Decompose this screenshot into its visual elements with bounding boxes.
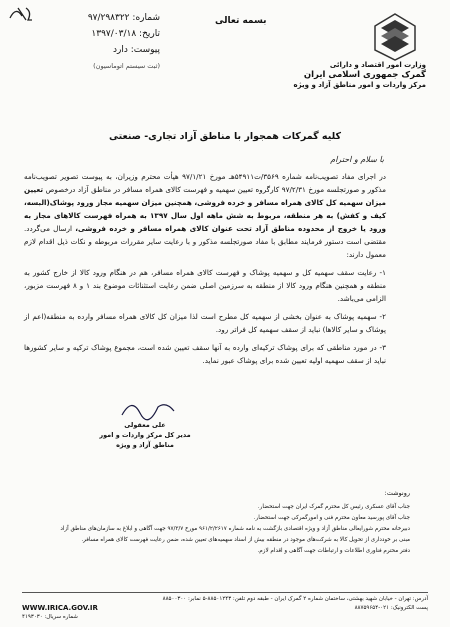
cc-item: دفتر محترم فناوری اطلاعات و ارتباطات جهت آگاهی و اقدام لازم.: [257, 548, 410, 554]
signature-block: [90, 420, 200, 450]
paragraph-3: ۲- سهمیه پوشاک به عنوان بخشی از سهمیه کل مطرح است لذا میزان کل کالای همراه مسافر وارده به منطقه(اعم از پوشاک و سایر کالاها) نباید از سقف سهمیه کل فراتر رود.: [24, 312, 386, 334]
org-customs: گمرک جمهوری اسلامی ایران: [303, 70, 426, 80]
greeting: با سلام و احترام: [330, 155, 384, 164]
attachment-value: دارد: [112, 45, 128, 55]
letter-recipient-title: کلیه گمرکات همجوار با مناطق آزاد تجاری- صنعتی: [109, 131, 341, 142]
org-department: مرکز واردات و امور مناطق آزاد و ویژه: [293, 81, 426, 89]
date-label: تاریخ:: [139, 29, 160, 39]
organization-block: [276, 60, 426, 90]
cc-item: جناب آقای عسکری رئیس کل محترم گمرک ایران جهت استحضار.: [257, 504, 410, 510]
attachment-label: پیوست:: [130, 45, 160, 55]
org-ministry: وزارت امور اقتصاد و دارائی: [329, 61, 426, 69]
signer-position: مدیر کل مرکز واردات و امور مناطق آزاد و ویژه: [99, 431, 191, 449]
paragraph-1-start: در اجرای مفاد تصویب‌نامه شماره ۳۵۶۹/ت۵۴۹۱۱هـ مورخ ۹۷/۱/۲۱ هیأت محترم وزیران، به پیوست تصویر تصویب‌نامه مذکور و صورتجلسه مورخ ۹۷/۲/۳۱ کارگروه تعیین سهمیه و فهرست کالای همراه مسافر در مناطق آزاد درخصوص: [24, 172, 387, 194]
paragraph-1-end: ارسال می‌گردد. مقتضی است دستور فرمایند مطابق با مفاد صورتجلسه مذکور و با رعایت سایر مقررات مربوطه و نکات ذیل اقدام لازم معمول دارند:: [24, 224, 386, 259]
bismillah: بسمه تعالی: [215, 16, 267, 26]
handwritten-corner-number: [6, 2, 36, 26]
footer-address: آدرس: تهران - خیابان شهید بهشتی، ساختمان شماره ۲ گمرک ایران - طبقه دوم تلفن: ۸۸۵۰۱۲۴۳-۵ نمابر: ۸۸۵۰۰۳۰۰: [162, 596, 428, 602]
date-value: ۱۳۹۷/۰۳/۱۸: [91, 29, 137, 39]
cc-list: [22, 502, 410, 557]
cc-item: مبنی بر خودداری از تحویل کالا به شرکت‌های موجود در منطقه بیش از اسناد سهمیه‌های تعیین شده، ضمن رعایت فهرست کالای همراه مسافر.: [81, 537, 410, 543]
number-value: ۹۷/۲۹۸۳۲۲: [87, 13, 130, 23]
cc-item: دبیرخانه محترم شورایعالی مناطق آزاد و ویژه اقتصادی بازگشت به نامه شماره ۹۶۱/۲/۲۶۱۷ مورخ ۹۷/۳/۷ جهت آگاهی و ابلاغ به سازمان‌های مناطق آزاد: [60, 526, 410, 532]
footer-tel: ۰۲۱-۸۸۷۵۹۶۵۴: [354, 605, 390, 611]
customs-logo: [373, 12, 417, 62]
paragraph-2: ۱- رعایت سقف سهمیه کل و سهمیه پوشاک و فهرست کالای همراه مسافر، هم در هنگام ورود کالا از خارج کشور به منطقه و همچنین هنگام ورود کالا از منطقه به سرزمین اصلی ضمن رعایت استثنائات موضوع بند ۱ و ۸ فهرست مزبور، الزامی می‌باشد.: [24, 268, 386, 303]
system-note: (ثبت سیستم اتوماسیون): [93, 62, 160, 70]
paragraph-1: [24, 170, 386, 261]
footer-code: شماره سریال: ۴۱۹۳۰۳۰: [22, 614, 78, 620]
paragraph-1-bold: تعیین میزان سهمیه کل کالای همراه مسافر و خرده فروشی، همچنین میزان سهمیه مجاز ورود پوشاک(البسه، کیف و کفش) به هر منطقه، مربوط به شش ماهه اول سال ۱۳۹۷ به همراه فهرست کالاهای مجاز به ورود یا خروج از محدوده مناطق آزاد تحت عنوان کالای همراه مسافر و خرده فروشی،: [24, 185, 386, 233]
paragraph-4: ۳- در مورد مناطقی که برای پوشاک ترکیه‌ای وارده به آنها سقف تعیین شده است، مجموع پوشاک ترکیه و سایر کشورها نباید از سقف سهمیه اولیه تعیین شده برای پوشاک عبور نماید.: [24, 343, 386, 365]
cc-title: رونوشت:: [384, 489, 410, 497]
letter-footer: [22, 592, 428, 622]
number-label: شماره:: [132, 13, 160, 23]
cc-item: جناب آقای پورسید معاون محترم فنی و امورگمرکی جهت استحضار.: [253, 515, 410, 521]
website-link[interactable]: WWW.IRICA.GOV.IR: [22, 604, 98, 612]
email-label: پست الکترونیک:: [390, 605, 428, 611]
letter-meta: [40, 10, 160, 74]
signer-name: علی معقولی: [124, 421, 166, 429]
signature-scribble: [118, 395, 178, 423]
letter-body: [24, 170, 386, 372]
